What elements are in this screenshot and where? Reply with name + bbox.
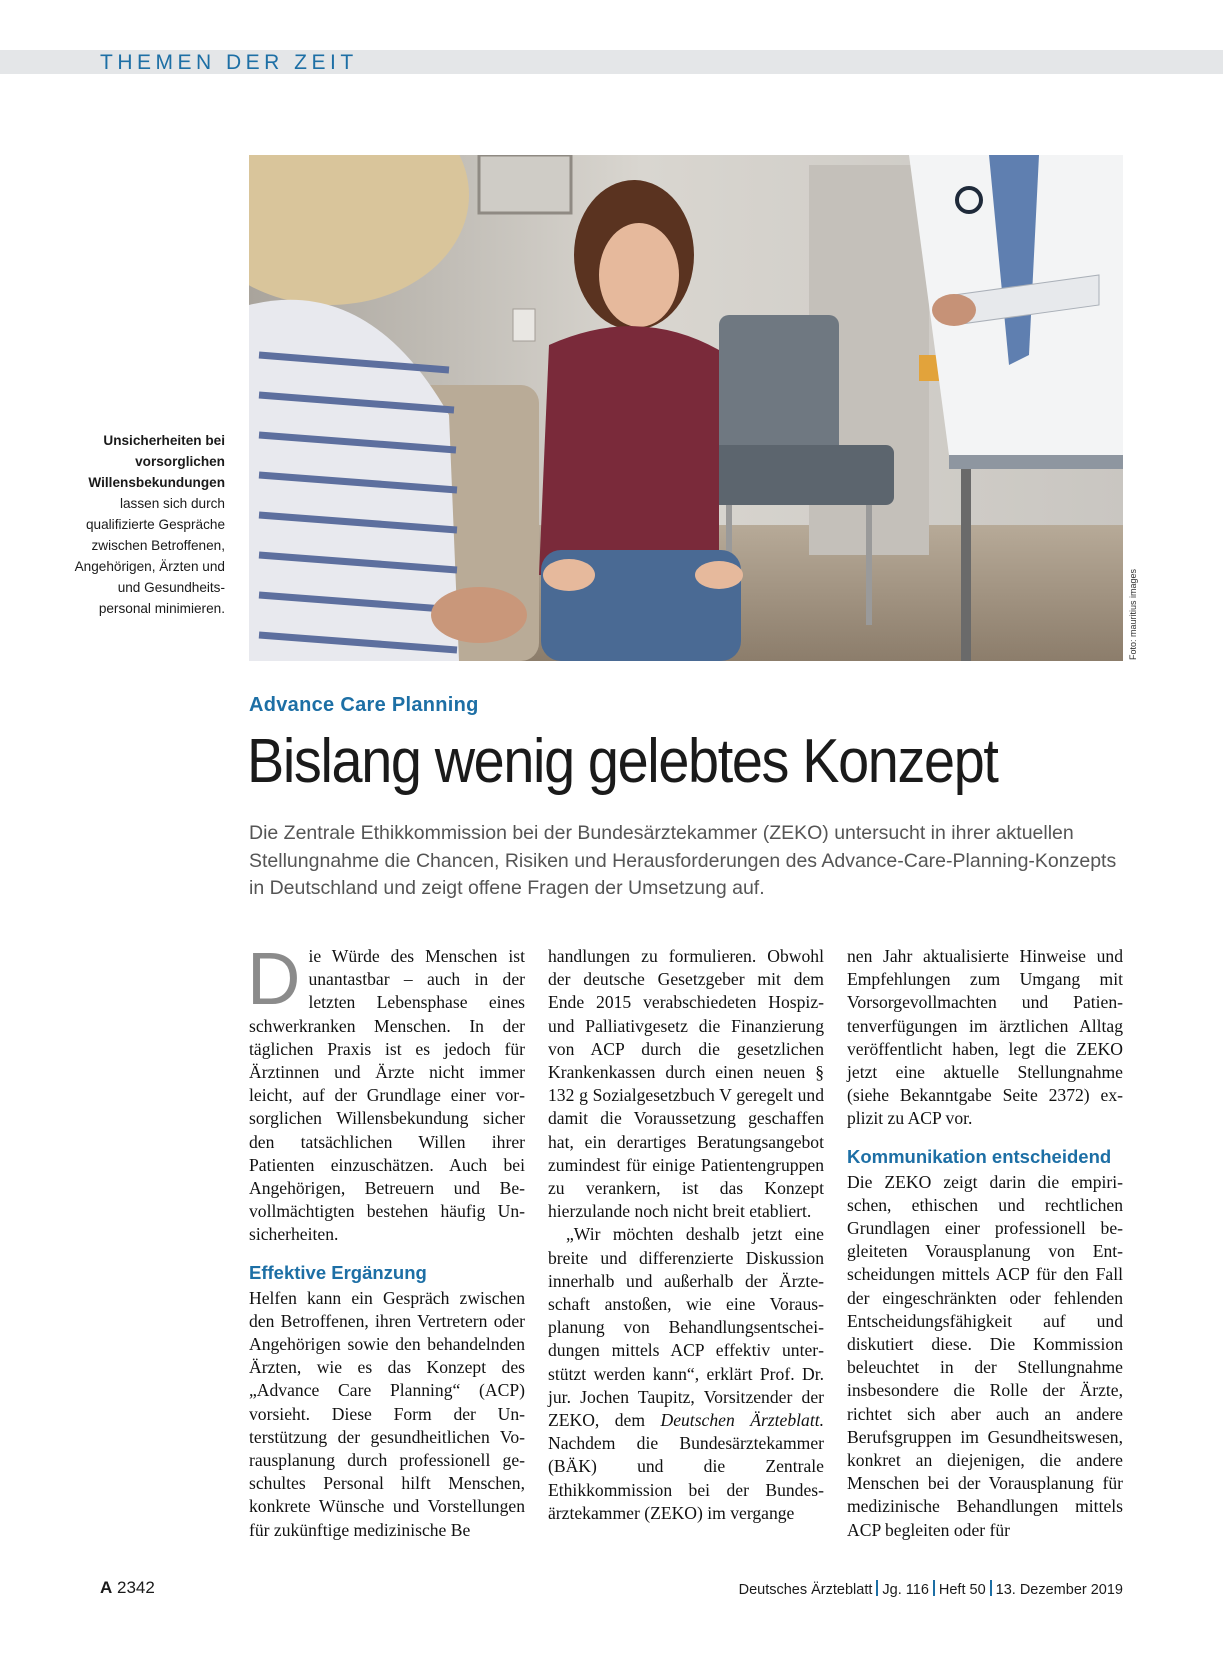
body-paragraph: Die ZEKO zeigt darin die empirischen, ethischen und rechtlichen Grundlagen einer professionell begleiteten Vorausplanung von Entscheidungen mittels ACP für den Fall der eingeschränkten oder fehlenden Entscheidungsfähigkeit auf und diskutiert diese. Die Kommission beleuchtet in der Stellungnahme insbesondere die Rolle der Ärzte, richtet sich aber auch an andere Berufsgruppen im Gesundheitswesen, konkret an diejenigen, die andere Menschen bei der Vorausplanung für medizinische Behandlungen mittels ACP begleiten oder für [847, 1171, 1123, 1540]
volume: Jg. 116 [882, 1582, 929, 1598]
body-text: „Wir möchten deshalb jetzt eine breite und differenzierte Diskussion innerhalb und außerhalb der Ärzteschaft anstoßen, wie eine Vorausplanung von Behandlungsentscheidungen mittels ACP effektiv unterstützt werden kann“, erklärt Prof. Dr. jur. Jochen Taupitz, Vorsitzender der ZEKO, dem [548, 1224, 824, 1431]
article-headline: Bislang wenig gelebtes Konzept [247, 727, 998, 796]
article-column-3 [847, 945, 1123, 1542]
separator [933, 1580, 935, 1596]
issue-date: 13. Dezember 2019 [995, 1582, 1123, 1598]
body-text: Nachdem die Bundesärztekammer (BÄK) und die Zentrale Ethikkommission bei der Bundesärztekammer (ZEKO) im vergange [548, 1433, 824, 1523]
caption-bold: Unsicherheiten bei vorsorglichen Willensbekundungen [88, 433, 225, 490]
subheading-kommunikation: Kommunikation entscheidend [847, 1145, 1112, 1167]
page-number: 2342 [117, 1578, 155, 1597]
body-text: ie Würde des Menschen ist unantastbar – auch in der letzten Lebensphase eines schwerkranken Menschen. In der täglichen Praxis ist es jedoch für Ärztinnen und Ärzte nicht immer leicht, auf der Grundlage einer vorsorglichen Willensbekundung sicher den tatsächlichen Willen ihrer Patienten einzuschätzen. Auch bei Angehörigen, Betreuern und Bevollmächtigten bestehen häufig Unsicherheiten. [249, 946, 525, 1245]
body-paragraph: handlungen zu formulieren. Obwohl der deutsche Gesetzgeber mit dem Ende 2015 verabschiedeten Hospiz- und Palliativgesetz die Finanzierung von ACP durch die gesetzlichen Krankenkassen durch einen neuen § 132 g Sozialgesetzbuch V geregelt und damit die Voraussetzung geschaffen hat, ein derartiges Beratungsangebot zumindest für einige Patientengruppen zu verankern, ist das Konzept hierzulande noch nicht breit etabliert. [548, 946, 824, 1222]
article-column-1 [247, 937, 525, 1542]
journal-name: Deutsches Ärzteblatt [738, 1582, 873, 1598]
article-kicker: Advance Care Planning [249, 694, 479, 716]
article-column-2 [548, 945, 824, 1525]
page-prefix: A [100, 1578, 113, 1597]
section-label: THEMEN DER ZEIT [100, 51, 358, 74]
separator [876, 1580, 878, 1596]
issue: Heft 50 [938, 1582, 986, 1598]
footer-citation [739, 1580, 1123, 1598]
photo-caption [72, 430, 225, 619]
article-lead: Die Zentrale Ethikkommission bei der Bundesärztekammer (ZEKO) untersucht in ihrer aktuellen Stellungnahme die Chancen, Risiken und Herausforderungen des Advance-Care-Planning-Konzepts in Deutschland und zeigt offene Fragen der Umsetzung auf. [249, 822, 1117, 899]
photo-credit: Foto: mauritius images [1128, 568, 1138, 660]
caption-text: lassen sich durch qualifizierte Gespräche zwischen Betroffenen, Angehörigen, Ärzten und und Gesundheits-personal minimieren. [74, 496, 225, 616]
journal-name-italic: Deutschen Ärzteblatt. [660, 1410, 824, 1431]
separator [990, 1580, 992, 1596]
body-paragraph: Helfen kann ein Gespräch zwischen den Betroffenen, ihren Vertretern oder Angehörigen sowie den behandelnden Ärzten, wie es das Konzept des „Advance Care Planning“ (ACP) vorsieht. Diese Form der Unterstützung der gesundheitlichen Vorausplanung durch professionell geschultes Personal hilft Menschen, konkrete Wünsche und Vorstellungen für zukünftige medizinische Be [249, 1287, 525, 1540]
subheading-effektive-ergaenzung: Effektive Ergänzung [249, 1261, 427, 1283]
drop-cap: D [247, 937, 301, 1020]
body-paragraph [247, 937, 525, 1247]
article-photo [249, 155, 1123, 661]
body-paragraph: nen Jahr aktualisierte Hinweise und Empfehlungen zum Umgang mit Vorsorgevollmachten und Patientenverfügungen im ärztlichen Alltag veröffentlicht haben, legt die ZEKO jetzt eine aktuelle Stellungnahme (siehe Bekanntgabe Seite 2372) explizit zu ACP vor. [847, 946, 1123, 1129]
page-folio [100, 1578, 155, 1598]
body-paragraph [548, 1223, 824, 1525]
